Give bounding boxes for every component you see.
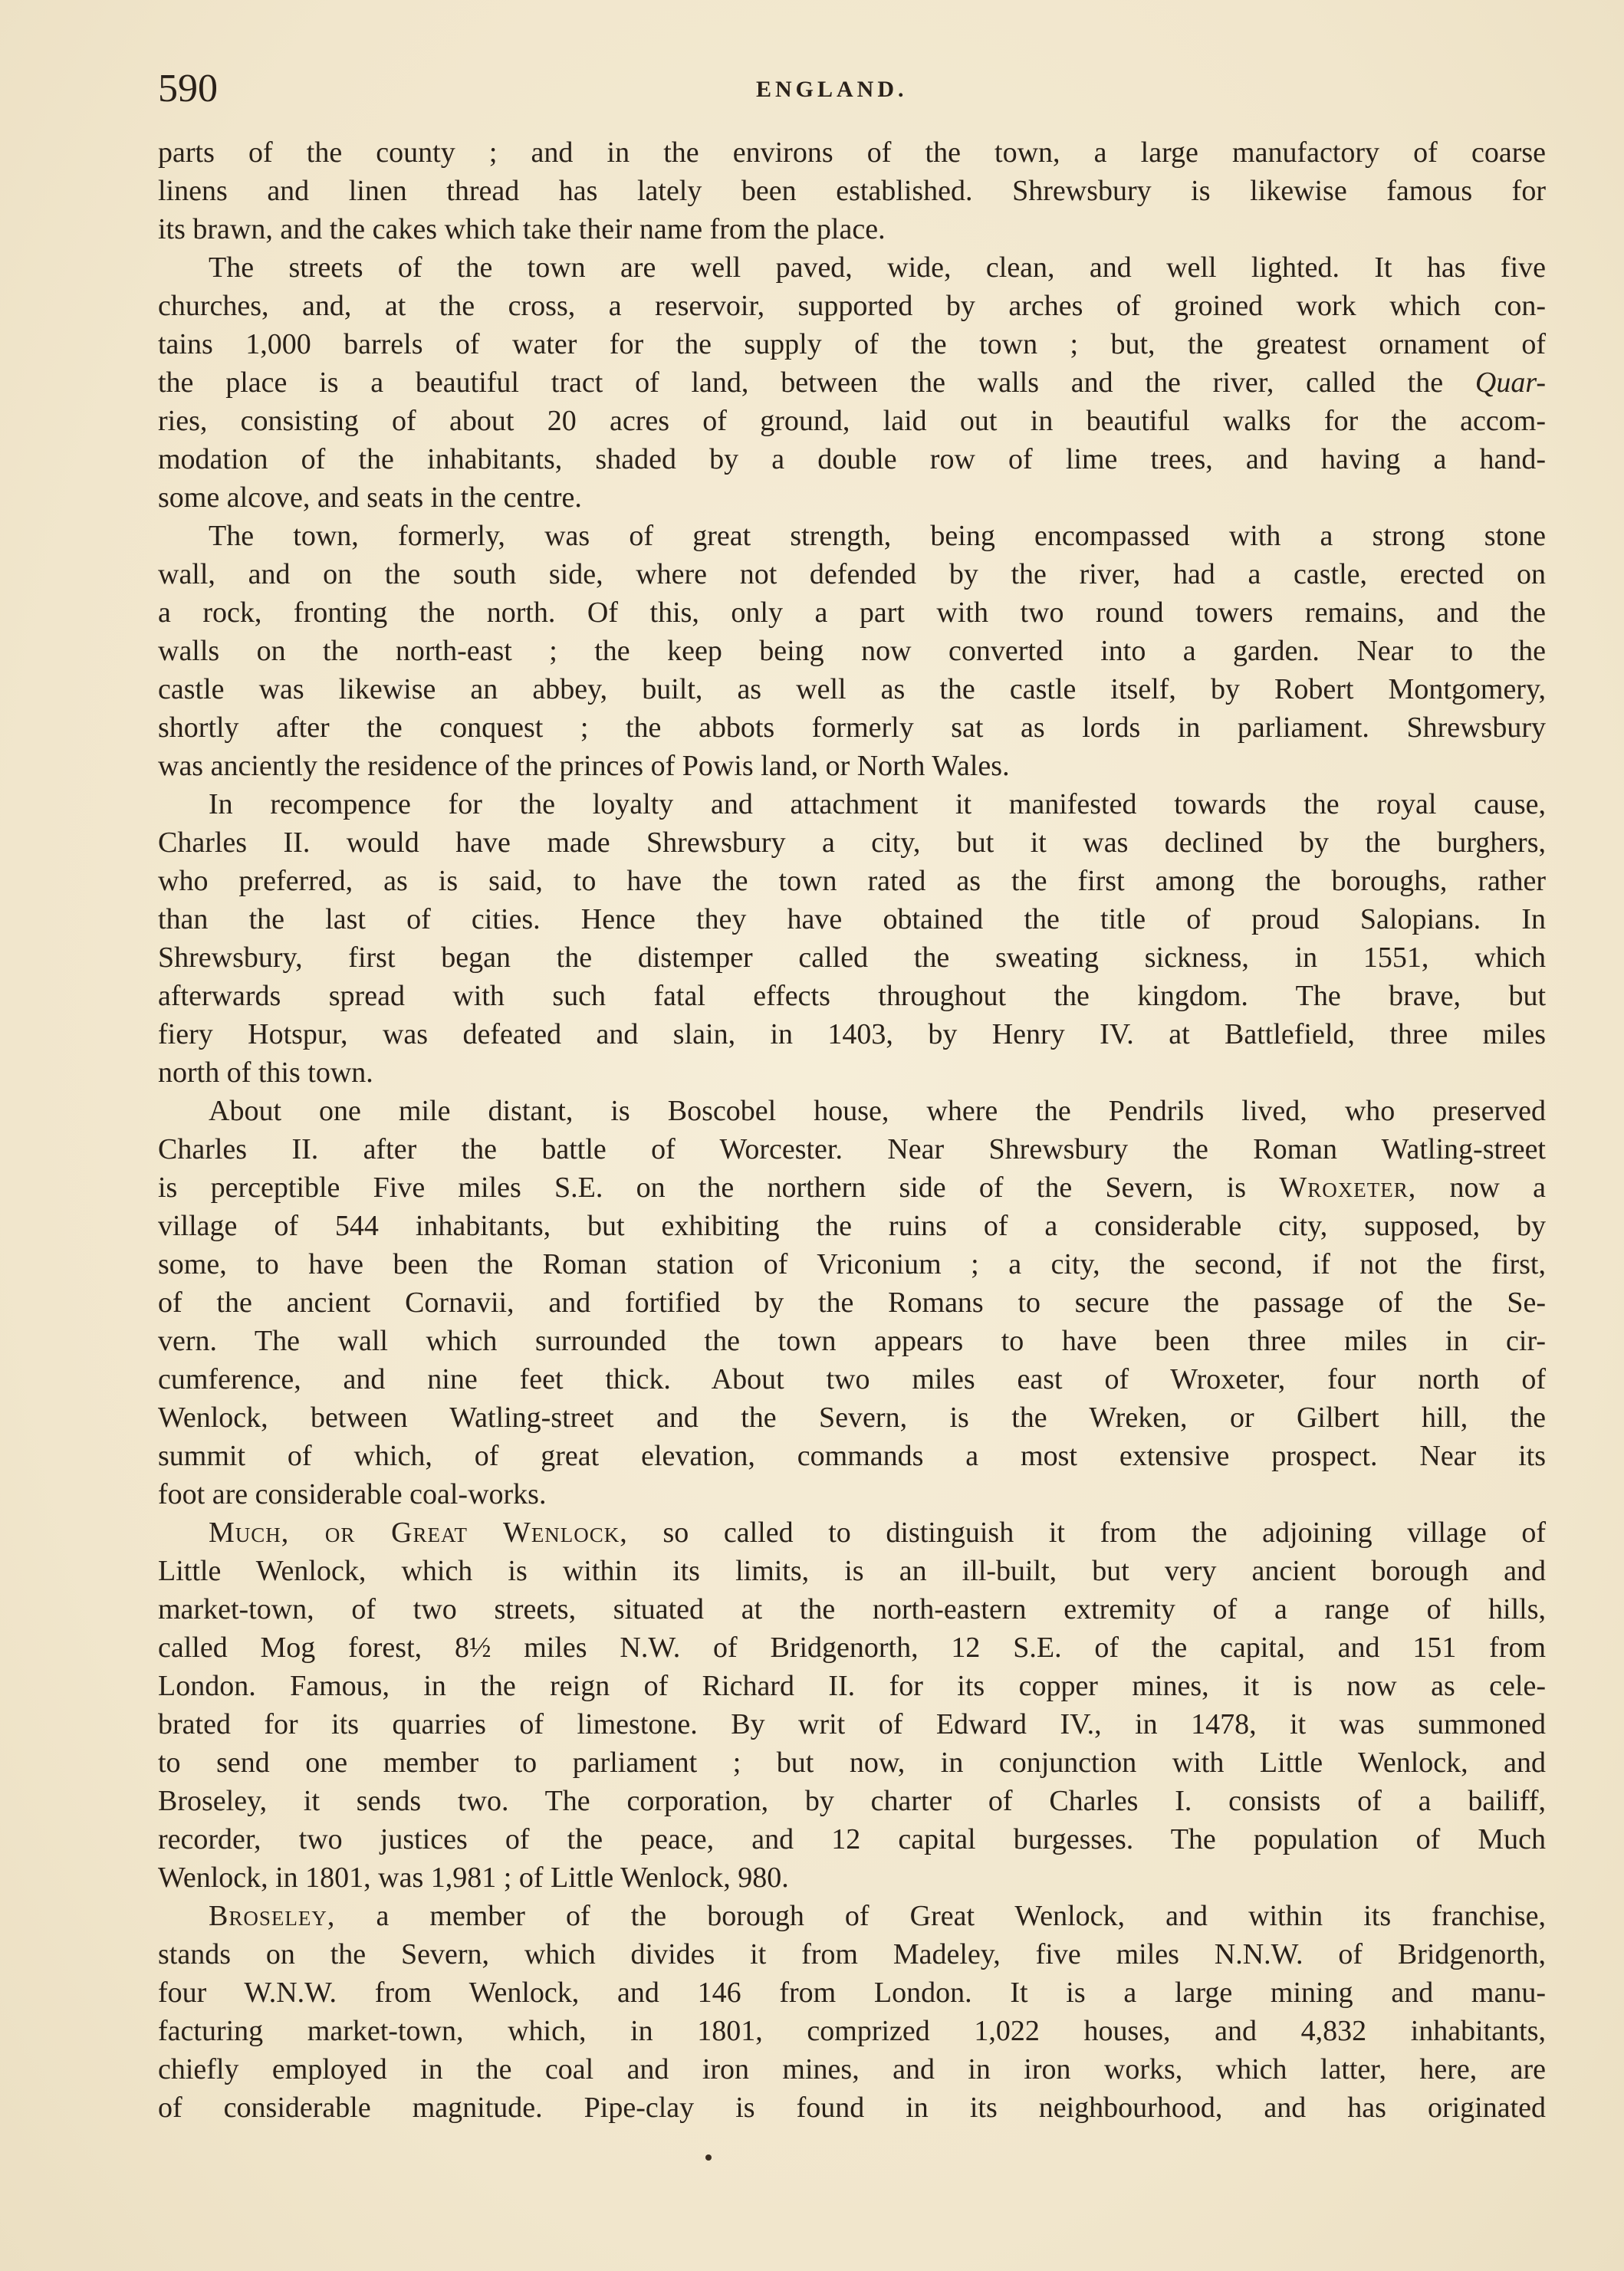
ink-speck — [705, 2154, 712, 2161]
text-line: market-town, of two streets, situated at the north-eastern extremity of a range of hills, — [158, 1593, 1546, 1625]
text-line: Wenlock, between Watling-street and the Severn, is the Wreken, or Gilbert hill, the — [158, 1402, 1546, 1434]
text-line-with-smallcaps — [158, 1168, 1546, 1207]
text-line: than the last of cities. Hence they have obtained the title of proud Salopians. In — [158, 903, 1546, 935]
text-line: called Mog forest, 8½ miles N.W. of Bridgenorth, 12 S.E. of the capital, and 151 from — [158, 1632, 1546, 1664]
place-name-much-wenlock: Much, or Great Wenlock, — [209, 1517, 628, 1549]
text-line: was anciently the residence of the princes of Powis land, or North Wales. — [158, 750, 1010, 782]
text-line: Wenlock, in 1801, was 1,981 ; of Little Wenlock, 980. — [158, 1862, 789, 1894]
text-line: wall, and on the south side, where not defended by the river, had a castle, erected on — [158, 558, 1546, 590]
body-text — [158, 133, 1546, 2127]
text-line: facturing market-town, which, in 1801, comprized 1,022 houses, and 4,832 inhabitants, — [158, 2015, 1546, 2047]
text-line: to send one member to parliament ; but now, in conjunction with Little Wenlock, and — [158, 1747, 1546, 1779]
text-line-with-italic — [158, 363, 1546, 402]
running-head — [158, 66, 1569, 112]
text-line: London. Famous, in the reign of Richard II. for its copper mines, it is now as cele- — [158, 1670, 1546, 1702]
text-line: afterwards spread with such fatal effects throughout the kingdom. The brave, but — [158, 980, 1546, 1012]
text-line: cumference, and nine feet thick. About two miles east of Wroxeter, four north of — [158, 1363, 1546, 1395]
text-line: ries, consisting of about 20 acres of ground, laid out in beautiful walks for the accom- — [158, 405, 1546, 437]
text-line: some alcove, and seats in the centre. — [158, 481, 582, 514]
text-line: shortly after the conquest ; the abbots formerly sat as lords in parliament. Shrewsbury — [158, 712, 1546, 744]
text-line: The streets of the town are well paved, wide, clean, and well lighted. It has five — [209, 251, 1546, 284]
text-line-with-smallcaps — [158, 1897, 1546, 1935]
line-text: is perceptible Five miles S.E. on the northern side of the Severn, is — [158, 1172, 1247, 1204]
text-line: churches, and, at the cross, a reservoir, supported by arches of groined work which con- — [158, 290, 1546, 322]
text-line: of the ancient Cornavii, and fortified by the Romans to secure the passage of the Se- — [158, 1287, 1546, 1319]
line-text: so called to distinguish it from the adjoining village of — [662, 1517, 1547, 1549]
text-line: Charles II. after the battle of Worcester. Near Shrewsbury the Roman Watling-street — [158, 1133, 1546, 1165]
text-line: castle was likewise an abbey, built, as well as the castle itself, by Robert Montgomery, — [158, 673, 1546, 705]
place-name-broseley: Broseley, — [209, 1900, 336, 1932]
text-line: The town, formerly, was of great strength, being encompassed with a strong stone — [209, 520, 1546, 552]
text-line: recorder, two justices of the peace, and 12 capital burgesses. The population of Much — [158, 1823, 1546, 1855]
line-text-tail: now a — [1449, 1172, 1547, 1204]
text-line: linens and linen thread has lately been established. Shrewsbury is likewise famous for — [158, 175, 1546, 207]
text-line: summit of which, of great elevation, commands a most extensive prospect. Near its — [158, 1440, 1546, 1472]
text-line: Charles II. would have made Shrewsbury a city, but it was declined by the burghers, — [158, 827, 1546, 859]
text-line: About one mile distant, is Boscobel house, where the Pendrils lived, who preserved — [209, 1095, 1546, 1127]
text-line: north of this town. — [158, 1057, 373, 1089]
text-line: stands on the Severn, which divides it from Madeley, five miles N.N.W. of Bridgenorth, — [158, 1938, 1546, 1970]
text-line: foot are considerable coal-works. — [158, 1478, 547, 1510]
text-line: village of 544 inhabitants, but exhibiting the ruins of a considerable city, supposed, by — [158, 1210, 1546, 1242]
text-line: Broseley, it sends two. The corporation, by charter of Charles I. consists of a bailiff, — [158, 1785, 1546, 1817]
place-name-wroxeter: Wroxeter, — [1279, 1172, 1417, 1204]
text-line: of considerable magnitude. Pipe-clay is found in its neighbourhood, and has originated — [158, 2092, 1546, 2124]
text-line: who preferred, as is said, to have the town rated as the first among the boroughs, rather — [158, 865, 1546, 897]
text-line: tains 1,000 barrels of water for the supply of the town ; but, the greatest ornament of — [158, 328, 1546, 360]
text-line: chiefly employed in the coal and iron mines, and in iron works, which latter, here, are — [158, 2053, 1546, 2085]
text-line: Little Wenlock, which is within its limits, is an ill-built, but very ancient borough and — [158, 1555, 1546, 1587]
line-text: a member of the borough of Great Wenlock, and within its franchise, — [376, 1900, 1546, 1932]
text-line: parts of the county ; and in the environs of the town, a large manufactory of coarse — [158, 136, 1546, 169]
text-line: four W.N.W. from Wenlock, and 146 from London. It is a large mining and manu- — [158, 1977, 1546, 2009]
text-line: modation of the inhabitants, shaded by a double row of lime trees, and having a hand- — [158, 443, 1546, 475]
text-line: In recompence for the loyalty and attachment it manifested towards the royal cause, — [209, 788, 1546, 820]
page-number: 590 — [158, 67, 218, 110]
text-line: a rock, fronting the north. Of this, only a part with two round towers remains, and the — [158, 597, 1546, 629]
text-line: fiery Hotspur, was defeated and slain, in 1403, by Henry IV. at Battlefield, three miles — [158, 1018, 1546, 1050]
text-line: walls on the north-east ; the keep being now converted into a garden. Near to the — [158, 635, 1546, 667]
running-title: ENGLAND. — [756, 77, 908, 102]
text-line: vern. The wall which surrounded the town appears to have been three miles in cir- — [158, 1325, 1546, 1357]
text-line: its brawn, and the cakes which take their name from the place. — [158, 213, 886, 245]
text-line: Shrewsbury, first began the distemper called the sweating sickness, in 1551, which — [158, 942, 1546, 974]
text-line-with-smallcaps — [158, 1513, 1546, 1552]
text-line: brated for its quarries of limestone. By writ of Edward IV., in 1478, it was summoned — [158, 1708, 1546, 1740]
line-text: the place is a beautiful tract of land, between the walls and the river, called the — [158, 366, 1444, 399]
text-line: some, to have been the Roman station of Vriconium ; a city, the second, if not the first, — [158, 1248, 1546, 1280]
italic-word: Quar- — [1474, 366, 1547, 399]
